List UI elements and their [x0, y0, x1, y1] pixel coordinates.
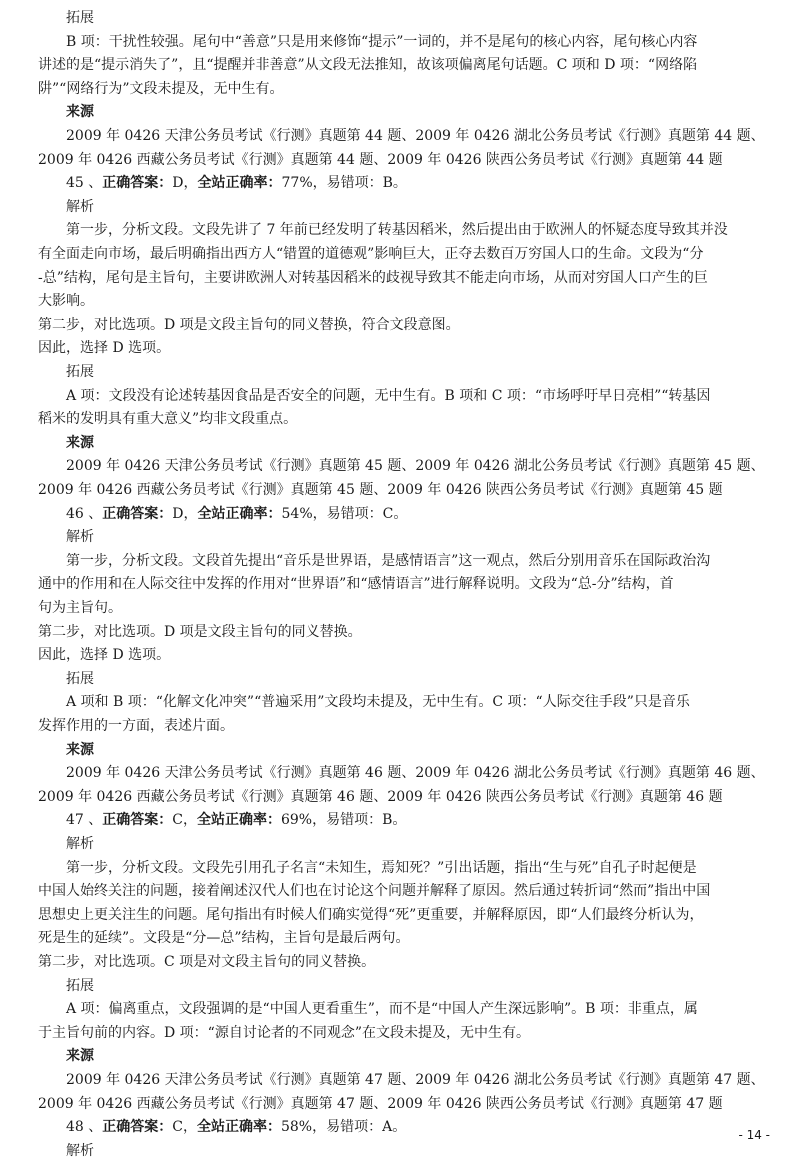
text-line: 通中的作用和在人际交往中发挥的作用对“世界语”和“感情语言”进行解释说明。文段为“总-分”结构，首 — [38, 576, 674, 593]
text-line: 2009 年 0426 天津公务员考试《行测》真题第 45 题、2009 年 0426 湖北公务员考试《行测》真题第 45 题、 — [66, 458, 765, 475]
section-heading: 来源 — [66, 434, 94, 451]
answer-line: 45 、正确答案：D，全站正确率：77%，易错项：B。 — [66, 175, 407, 192]
text-line: 讲述的是“提示消失了”，且“提醒并非善意”从文段无法推知，故该项偏离尾句话题。C 项和 D 项：“网络陷 — [38, 57, 698, 74]
text-line: A 项：文段没有论述转基因食品是否安全的问题，无中生有。B 项和 C 项：“市场呼吁早日亮相”“转基因 — [66, 387, 711, 404]
answer-line: 48 、正确答案：C，全站正确率：58%，易错项：A。 — [66, 1119, 407, 1136]
text-line: 2009 年 0426 天津公务员考试《行测》真题第 47 题、2009 年 0426 湖北公务员考试《行测》真题第 47 题、 — [66, 1072, 765, 1088]
text-line: 拓展 — [66, 977, 94, 994]
text-line: 第二步，对比选项。D 项是文段主旨句的同义替换。 — [38, 623, 362, 640]
text-line: 2009 年 0426 西藏公务员考试《行测》真题第 45 题、2009 年 0426 陕西公务员考试《行测》真题第 45 题 — [38, 482, 723, 498]
text-line: 拓展 — [66, 10, 94, 26]
text-line: 第一步，分析文段。文段先讲了 7 年前已经发明了转基因稻米，然后提出由于欧洲人的怀疑态度导致其并没 — [66, 222, 728, 239]
text-line: 发挥作用的一方面，表述片面。 — [38, 718, 234, 734]
text-line: 2009 年 0426 西藏公务员考试《行测》真题第 46 题、2009 年 0426 陕西公务员考试《行测》真题第 46 题 — [38, 788, 723, 805]
text-line: 第二步，对比选项。D 项是文段主旨句的同义替换，符合文段意图。 — [38, 316, 460, 333]
text-line: 因此，选择 D 选项。 — [38, 340, 171, 357]
section-heading: 来源 — [66, 104, 94, 121]
text-line: 阱”“网络行为”文段未提及，无中生有。 — [38, 80, 284, 97]
text-line: 中国人始终关注的问题，接着阐述汉代人们也在讨论这个问题并解释了原因。然后通过转折词“然而”指出中国 — [38, 883, 711, 900]
page-number: - 14 - — [738, 1128, 770, 1142]
text-line: 解析 — [66, 836, 94, 852]
text-line: B 项：干扰性较强。尾句中“善意”只是用来修饰“提示”一词的，并不是尾句的核心内容，尾句核心内容 — [66, 33, 698, 50]
answer-line: 46 、正确答案：D，全站正确率：54%，易错项：C。 — [66, 505, 408, 522]
text-line: 因此，选择 D 选项。 — [38, 647, 171, 664]
text-line: 第一步，分析文段。文段首先提出“音乐是世界语，是感情语言”这一观点，然后分别用音乐在国际政治沟 — [66, 552, 711, 569]
answer-line: 47 、正确答案：C，全站正确率：69%，易错项：B。 — [66, 812, 407, 829]
text-line: 思想史上更关注生的问题。尾句指出有时候人们确实觉得“死”更重要，并解释原因，即“人们最终分析认为， — [38, 906, 704, 923]
text-line: A 项和 B 项：“化解文化冲突”“普遍采用”文段均未提及，无中生有。C 项：“人际交往手段”只是音乐 — [66, 694, 690, 711]
text-line: 2009 年 0426 西藏公务员考试《行测》真题第 44 题、2009 年 0426 陕西公务员考试《行测》真题第 44 题 — [38, 151, 723, 168]
text-line: 拓展 — [66, 670, 94, 687]
text-line: 大影响。 — [38, 293, 94, 310]
text-line: 于主旨句前的内容。D 项：“源自讨论者的不同观念”在文段未提及，无中生有。 — [38, 1024, 530, 1041]
text-line: 句为主旨句。 — [38, 600, 122, 616]
text-line: 2009 年 0426 西藏公务员考试《行测》真题第 47 题、2009 年 0426 陕西公务员考试《行测》真题第 47 题 — [38, 1095, 723, 1112]
text-line: 死是生的延续”。文段是“分—总”结构，主旨句是最后两句。 — [38, 930, 410, 947]
text-line: 解析 — [66, 529, 94, 546]
text-line: 拓展 — [66, 364, 94, 380]
text-line: A 项：偏离重点，文段强调的是“中国人更看重生”，而不是“中国人产生深远影响”。B 项：非重点，属 — [66, 1001, 698, 1018]
text-line: 解析 — [66, 198, 94, 215]
text-line: 第一步，分析文段。文段先引用孔子名言“未知生，焉知死？”引出话题，指出“生与死”自孔子时起便是 — [66, 859, 697, 876]
text-line: 2009 年 0426 天津公务员考试《行测》真题第 44 题、2009 年 0426 湖北公务员考试《行测》真题第 44 题、 — [66, 128, 765, 144]
text-line: 有全面走向市场，最后明确指出西方人“错置的道德观”影响巨大，正夺去数百万穷国人口的生命。文段为“分 — [38, 246, 704, 262]
text-line: 第二步，对比选项。C 项是对文段主旨句的同义替换。 — [38, 954, 376, 970]
text-line: 2009 年 0426 天津公务员考试《行测》真题第 46 题、2009 年 0426 湖北公务员考试《行测》真题第 46 题、 — [66, 765, 765, 782]
text-line: -总”结构，尾句是主旨句，主要讲欧洲人对转基因稻米的歧视导致其不能走向市场，从而对穷国人口产生的巨 — [38, 269, 708, 286]
text-line: 解析 — [66, 1142, 94, 1159]
text-line: 稻米的发明具有重大意义”均非文段重点。 — [38, 411, 298, 428]
section-heading: 来源 — [66, 741, 94, 758]
section-heading: 来源 — [66, 1048, 94, 1065]
